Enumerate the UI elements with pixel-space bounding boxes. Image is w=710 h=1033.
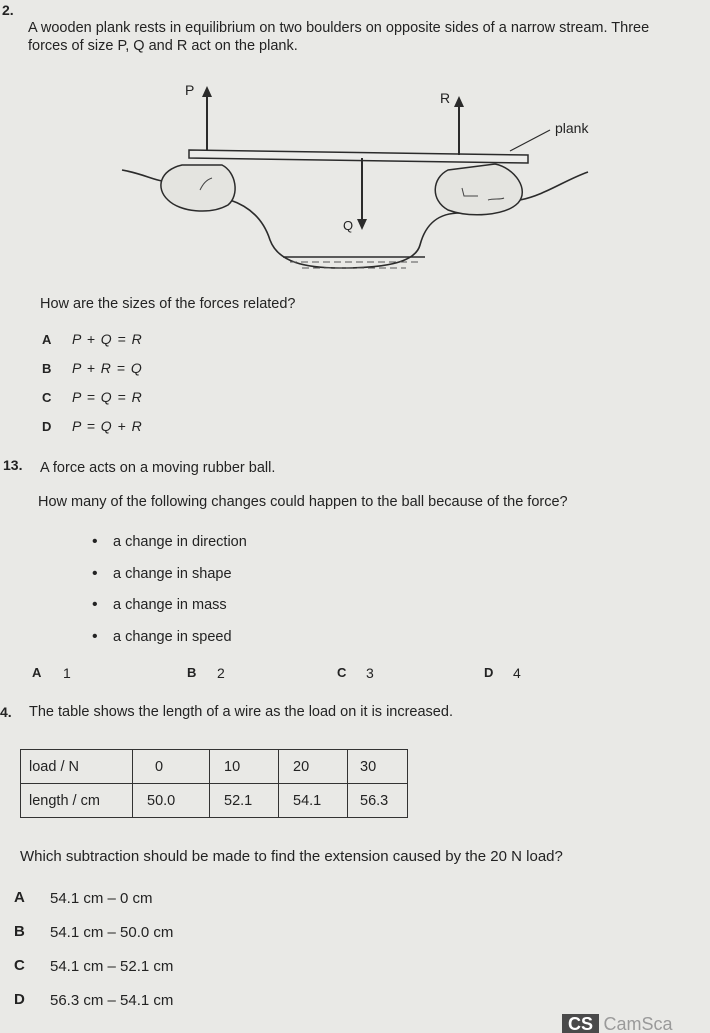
option-letter: A xyxy=(42,332,52,347)
question-number: 2. xyxy=(2,2,14,18)
table-row xyxy=(21,784,408,818)
table-cell: 56.3 xyxy=(348,784,408,818)
option-text: P = Q = R xyxy=(72,389,143,405)
answer-text: 1 xyxy=(63,665,71,681)
option-letter: B xyxy=(42,361,52,376)
option-letter: D xyxy=(42,419,52,434)
question-number: 13. xyxy=(3,457,23,473)
table-row xyxy=(21,750,408,784)
answer-letter: C xyxy=(337,665,347,680)
option-text: 54.1 cm – 52.1 cm xyxy=(50,958,174,975)
question-prompt: How many of the following changes could happen to the ball because of the force? xyxy=(38,494,568,510)
scanner-watermark xyxy=(562,1014,673,1033)
question-stem-line-2: forces of size P, Q and R act on the plank. xyxy=(28,38,298,54)
option-letter: A xyxy=(14,889,25,906)
option-letter: C xyxy=(14,957,25,974)
table-cell: 0 xyxy=(133,750,210,784)
force-p-label: P xyxy=(185,82,195,98)
question-stem-line-1: A wooden plank rests in equilibrium on two boulders on opposite sides of a narrow stream. Three xyxy=(28,20,650,36)
load-length-table xyxy=(20,749,408,818)
table-cell: 30 xyxy=(348,750,408,784)
answer-letter: B xyxy=(187,665,197,680)
question-prompt: Which subtraction should be made to find the extension caused by the 20 N load? xyxy=(20,848,563,865)
list-item: a change in speed xyxy=(113,629,232,645)
plank-forces-diagram xyxy=(0,60,710,290)
option-letter: C xyxy=(42,390,52,405)
table-cell: 50.0 xyxy=(133,784,210,818)
table-cell: 20 xyxy=(279,750,348,784)
answer-text: 4 xyxy=(513,665,521,681)
option-text: P + Q = R xyxy=(72,331,143,347)
answer-letter: A xyxy=(32,665,42,680)
table-cell: 54.1 xyxy=(279,784,348,818)
force-r-label: R xyxy=(440,90,451,106)
option-text: P + R = Q xyxy=(72,360,143,376)
list-item: a change in direction xyxy=(113,534,247,550)
list-item: a change in mass xyxy=(113,597,227,613)
camscanner-logo: CS xyxy=(562,1014,599,1033)
question-stem: The table shows the length of a wire as the load on it is increased. xyxy=(29,704,453,720)
bullet-icon: • xyxy=(92,533,98,550)
plank-label: plank xyxy=(555,120,589,136)
table-cell: 52.1 xyxy=(210,784,279,818)
option-letter: B xyxy=(14,923,25,940)
table-header-cell: load / N xyxy=(21,750,133,784)
answer-letter: D xyxy=(484,665,494,680)
answer-text: 3 xyxy=(366,665,374,681)
answer-text: 2 xyxy=(217,665,225,681)
option-text: 54.1 cm – 50.0 cm xyxy=(50,924,174,941)
bullet-icon: • xyxy=(92,565,98,582)
question-number: 4. xyxy=(0,704,12,720)
force-q-label: Q xyxy=(343,218,354,233)
option-text: 56.3 cm – 54.1 cm xyxy=(50,992,174,1009)
bullet-icon: • xyxy=(92,596,98,613)
table-cell: 10 xyxy=(210,750,279,784)
list-item: a change in shape xyxy=(113,566,232,582)
option-letter: D xyxy=(14,991,25,1008)
option-text: P = Q + R xyxy=(72,418,143,434)
question-prompt: How are the sizes of the forces related? xyxy=(40,296,296,312)
watermark-text: CamSca xyxy=(603,1014,673,1033)
option-text: 54.1 cm – 0 cm xyxy=(50,890,153,907)
bullet-icon: • xyxy=(92,628,98,645)
question-stem: A force acts on a moving rubber ball. xyxy=(40,460,276,476)
table-header-cell: length / cm xyxy=(21,784,133,818)
